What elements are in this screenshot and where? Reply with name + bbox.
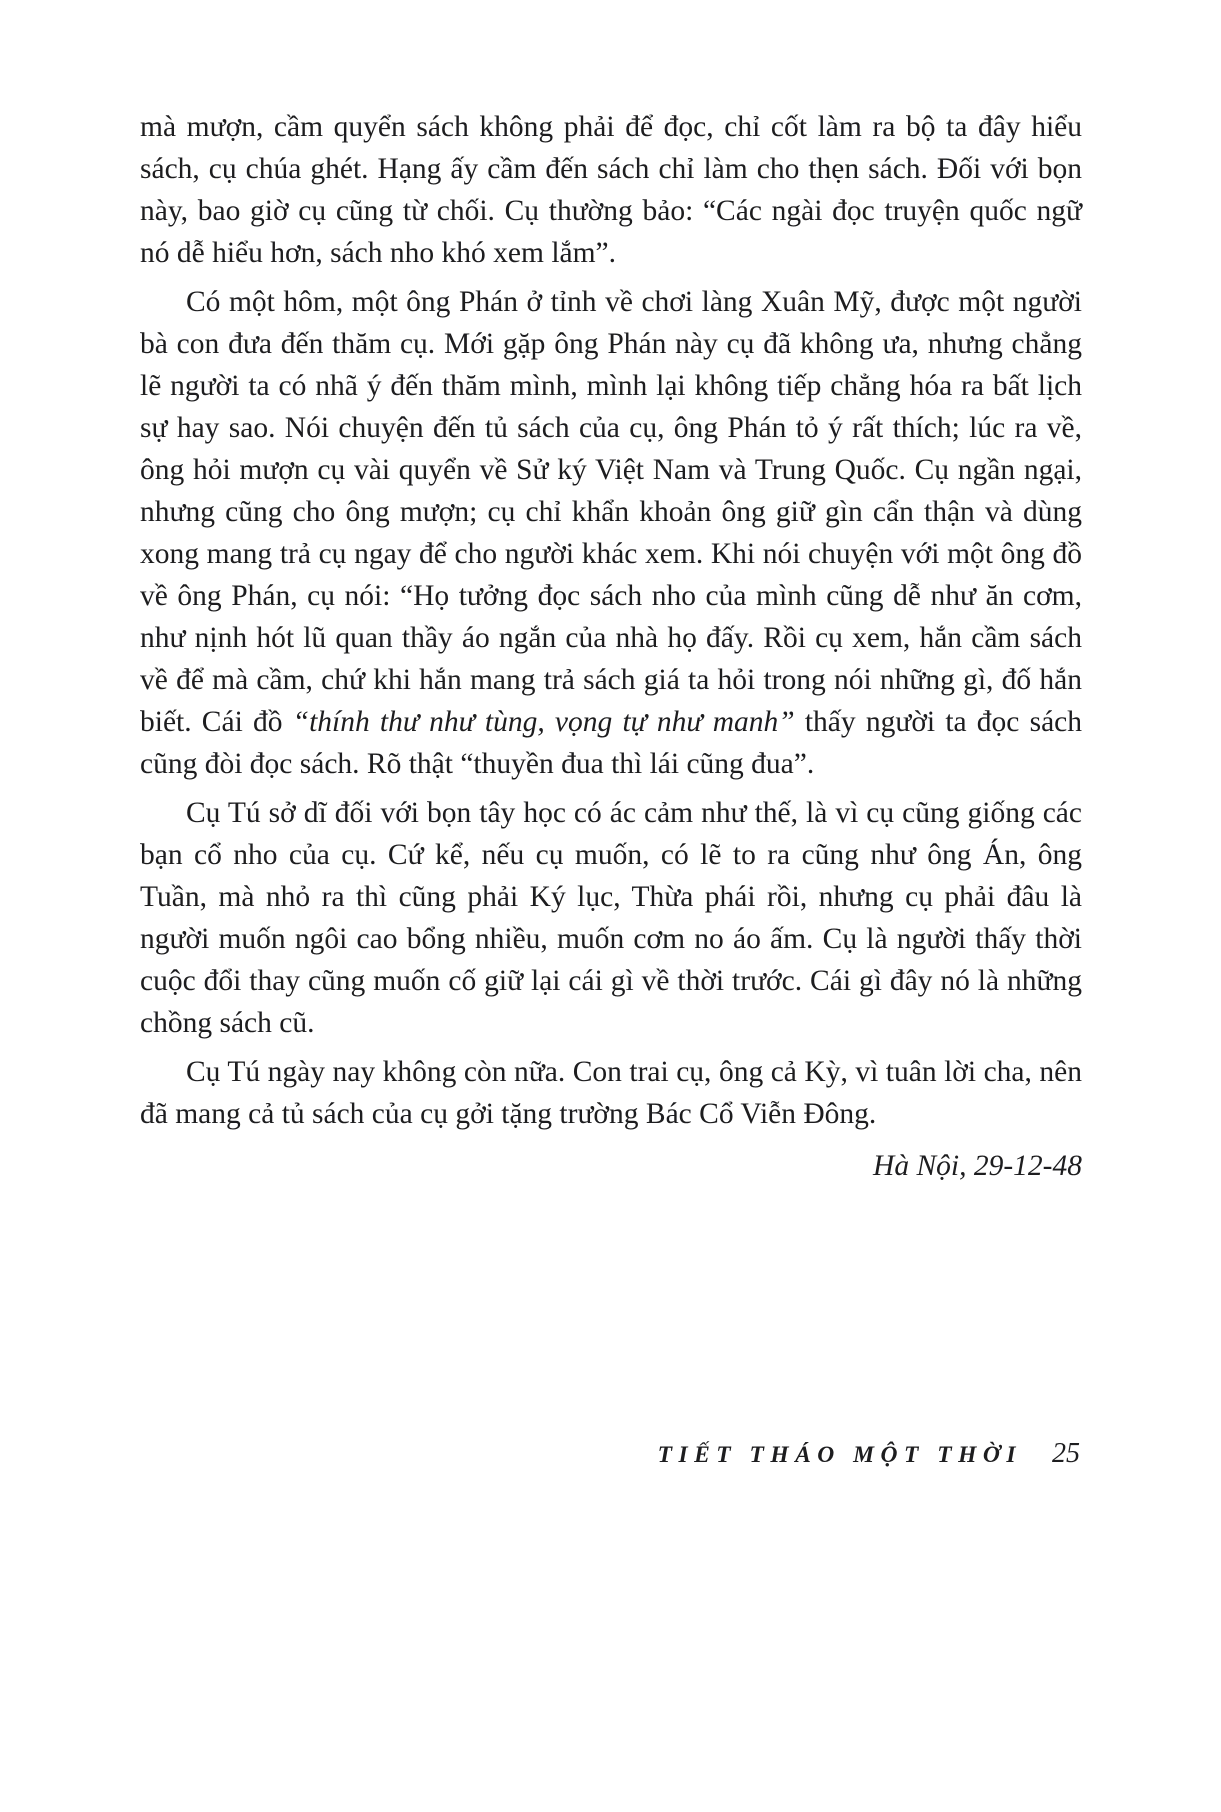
page-number: 25 xyxy=(1052,1438,1080,1469)
dateline: Hà Nội, 29-12-48 xyxy=(873,1150,1082,1182)
paragraph xyxy=(140,281,1082,785)
text-segment: Có một hôm, một ông Phán ở tỉnh về chơi làng Xuân Mỹ, được một người bà con đưa đến thăm cụ. Mới gặp ông Phán này cụ đã không ưa, nhưng chẳng lẽ người ta có nhã ý đến thăm mình, mình lại không tiếp chẳng hóa ra bất lịch sự hay sao. Nói chuyện đến tủ sách của cụ, ông Phán tỏ ý rất thích; lúc ra về, ông hỏi mượn cụ vài quyển về Sử ký Việt Nam và Trung Quốc. Cụ ngần ngại, nhưng cũng cho ông mượn; cụ chỉ khẩn khoản ông giữ gìn cẩn thận và dùng xong mang trả cụ ngay để cho người khác xem. Khi nói chuyện với một ông đồ về ông Phán, cụ nói: “Họ tưởng đọc sách nho của mình cũng dễ như ăn cơm, như nịnh hót lũ quan thầy áo ngắn của nhà họ đấy. Rồi cụ xem, hắn cầm sách về để mà cầm, chứ khi hắn mang trả sách giá ta hỏi trong nói những gì, đố hắn biết. Cái đồ xyxy=(140,286,1082,738)
footer-chapter-title: TIẾT THÁO MỘT THỜI xyxy=(657,1442,1022,1468)
page-footer xyxy=(658,1438,1080,1470)
text-segment: thấy người ta đọc sách cũng đòi đọc sách. Rõ thật “thuyền đua thì lái cũng đua”. xyxy=(140,706,1082,780)
paragraphs-container xyxy=(140,106,1082,1135)
text-segment: Cụ Tú sở dĩ đối với bọn tây học có ác cảm như thế, là vì cụ cũng giống các bạn cổ nho của cụ. Cứ kể, nếu cụ muốn, có lẽ to ra cũng như ông Án, ông Tuần, mà nhỏ ra thì cũng phải Ký lục, Thừa phái rồi, nhưng cụ phải đâu là người muốn ngôi cao bổng nhiều, muốn cơm no áo ấm. Cụ là người thấy thời cuộc đổi thay cũng muốn cố giữ lại cái gì về thời trước. Cái gì đây nó là những chồng sách cũ. xyxy=(140,797,1082,1039)
text-segment: mà mượn, cầm quyển sách không phải để đọc, chỉ cốt làm ra bộ ta đây hiểu sách, cụ chúa ghét. Hạng ấy cầm đến sách chỉ làm cho thẹn sách. Đối với bọn này, bao giờ cụ cũng từ chối. Cụ thường bảo: “Các ngài đọc truyện quốc ngữ nó dễ hiểu hơn, sách nho khó xem lắm”. xyxy=(140,111,1082,269)
italic-quote: “thính thư như tùng, vọng tự như manh” xyxy=(292,706,795,738)
body-text xyxy=(140,106,1082,1187)
paragraph xyxy=(140,1051,1082,1135)
paragraph xyxy=(140,792,1082,1044)
paragraph xyxy=(140,106,1082,274)
text-segment: Cụ Tú ngày nay không còn nữa. Con trai cụ, ông cả Kỳ, vì tuân lời cha, nên đã mang cả tủ sách của cụ gởi tặng trường Bác Cổ Viễn Đông. xyxy=(140,1056,1082,1130)
